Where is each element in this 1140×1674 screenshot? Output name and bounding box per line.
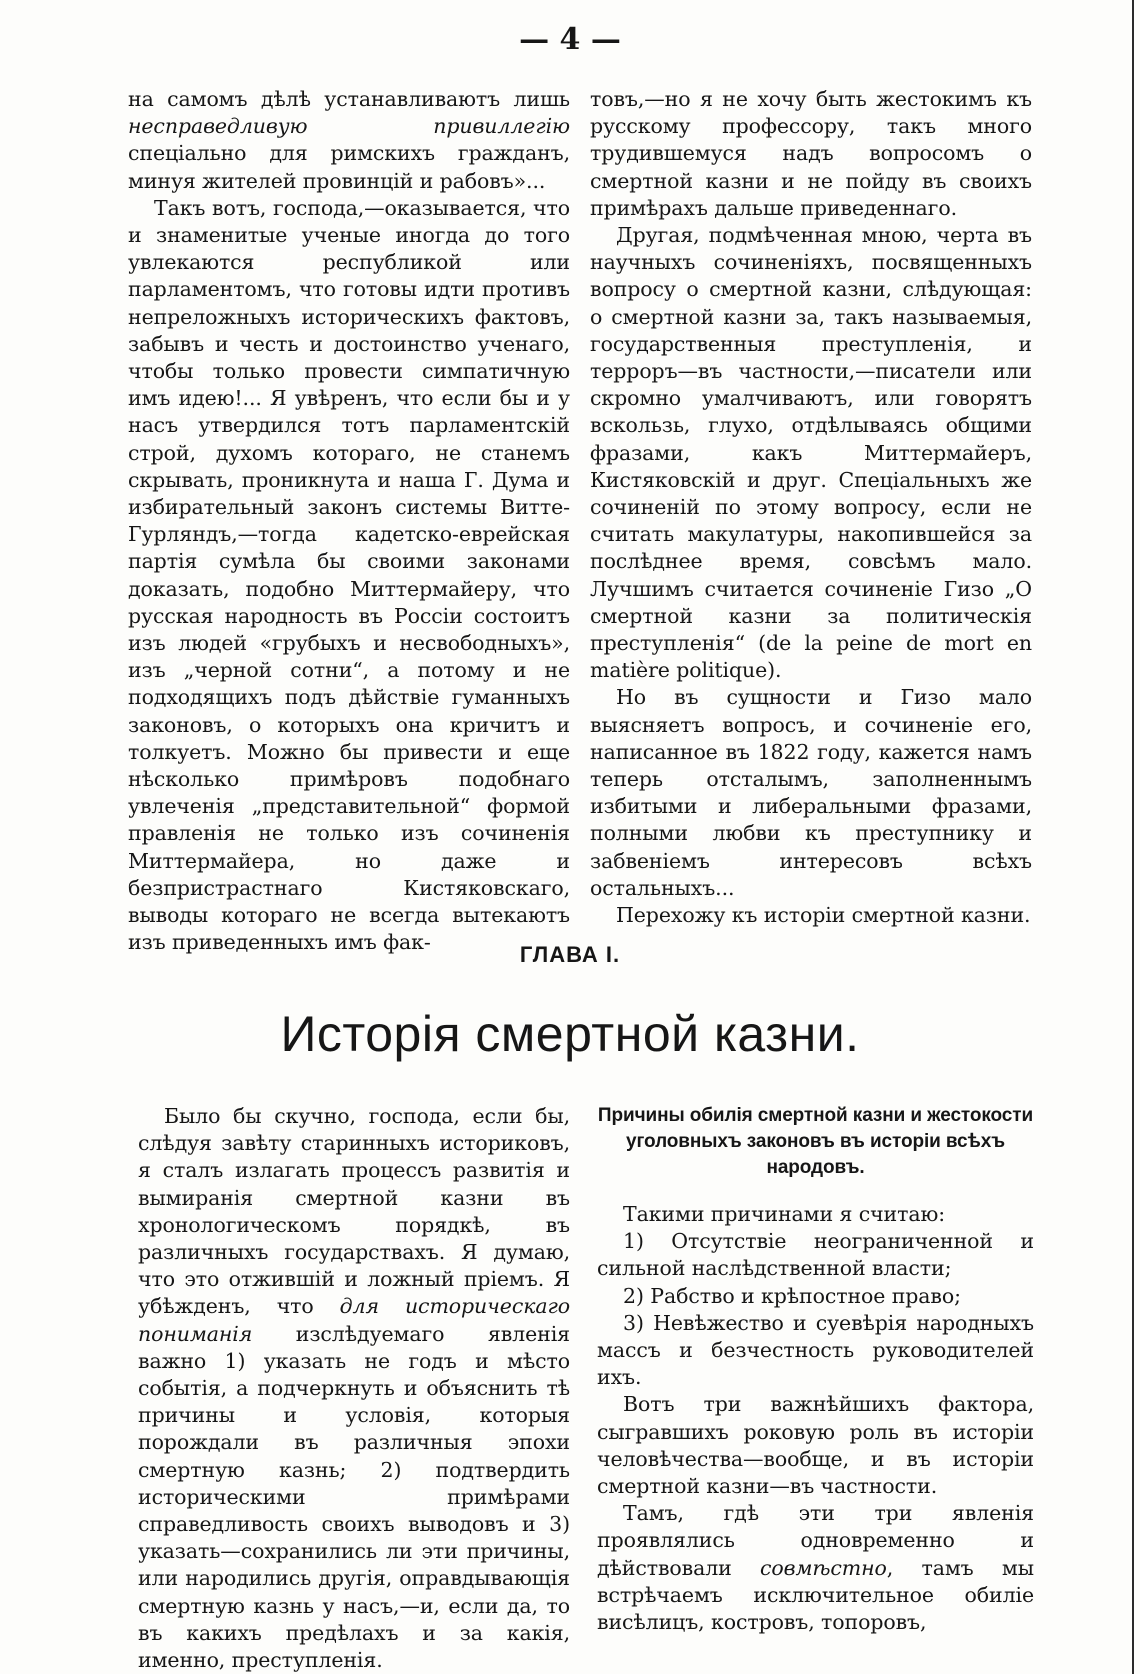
text-run: на самомъ дѣлѣ устанавливаютъ лишь [128,87,570,111]
text-run: Тамъ, гдѣ эти три явленія проявлялись одновременно и дѣйствовали [597,1501,1034,1580]
text-run: изслѣдуемаго явленія важно 1) указать не годъ и мѣсто событія, а подчеркнуть и объяснить тѣ причины и условія, которыя порождали въ различныя эпохи смертную казнь; 2) подтвердить историческими примѣрами справедливость своихъ выводовъ и 3) указать—сохранились ли эти причины, или народились другія, оправдывающія смертную казнь у насъ,—и, если да, то въ какихъ предѣлахъ и за какія, именно, преступленія. [138,1321,570,1673]
paragraph: Перехожу къ исторіи смертной казни. [616,903,1031,928]
section-subheading: Причины обилія смертной казни и жестокости уголовныхъ законовъ въ исторіи всѣхъ народовъ. [597,1105,1034,1178]
paragraph: Вотъ три важнѣйшихъ фактора, сыгравшихъ роковую роль въ исторіи человѣчества—вообще, и въ исторіи смертной казни—въ частности. [597,1392,1034,1499]
chapter-title: Исторія смертной казни. [280,1006,860,1062]
text-run: , тамъ мы встрѣчаемъ исключительное обиліе висѣлицъ, костровъ, топоровъ, [597,1555,1034,1635]
paragraph: Другая, подмѣченная мною, черта въ научныхъ сочиненіяхъ, посвященныхъ вопросу о смертной казни, слѣдующая: о смертной казни за, такъ называемыя, государственныя преступленія, и терроръ—въ частности,—писатели или скромно умалчиваютъ, или говорятъ вскользь, глухо, отдѣлываясь общими фразами, какъ Миттермайеръ, Кистяковскій и друг. Спеціальныхъ же сочиненій по этому вопросу, если не считать макулатуры, накопившейся за послѣднее время, совсѣмъ мало. Лучшимъ считается сочиненіе Гизо „О смертной казни за политическія преступленія“ (de la peine de mort en matière politique). [590,223,1032,683]
column-bottom-left [138,1103,570,1674]
column-top-right [590,86,1032,929]
text-run: спеціально для римскихъ гражданъ, минуя жителей провинцій и рабовъ»... [128,141,570,193]
list-item: 2) Рабство и крѣпостное право; [623,1283,961,1308]
list-item: 1) Отсутствіе неограниченной и сильной наслѣдственной власти; [597,1229,1034,1281]
paragraph [138,1103,570,1674]
page-number: — 4 — [519,22,621,57]
paragraph: Такими причинами я считаю: [623,1202,946,1226]
column-bottom-right [597,1103,1034,1636]
paragraph: товъ,—но я не хочу быть жестокимъ къ русскому профессору, такъ много трудившемуся надъ вопросомъ о смертной казни и не пойду въ своихъ примѣрахъ дальше приведеннаго. [590,87,1032,220]
paragraph [597,1500,1034,1636]
paragraph: Но въ сущности и Гизо мало выясняетъ вопросъ, и сочиненіе его, написанное въ 1822 году, кажется намъ теперь отсталымъ, заполненнымъ избитыми и либеральными фразами, полными любви къ преступнику и забвеніемъ интересовъ всѣхъ остальныхъ... [590,685,1032,900]
emphasis-text: несправедливую привиллегію [128,114,570,139]
chapter-label: ГЛАВА I. [519,942,621,967]
column-top-left [128,86,570,957]
emphasis-text: для историческаго пониманія [138,1294,570,1346]
paragraph: Такъ вотъ, господа,—оказывается, что и знаменитые ученые иногда до того увлекаются республикой или парламентомъ, что готовы идти противъ непреложныхъ историческихъ фактовъ, забывъ и честь и достоинство ученаго, чтобы только провести симпатичную имъ идею!... Я увѣренъ, что если бы и у насъ утвердился тотъ парламентскій строй, духомъ котораго, не станемъ скрывать, проникнута и наша Г. Дума и избирательный законъ системы Витте-Гурляндъ,—тогда кадетско-еврейская партія сумѣла бы своими законами доказать, подобно Миттермайеру, что русская народность въ Россіи состоитъ изъ людей «грубыхъ и несвободныхъ», изъ „черной сотни“, а потому и не подходящихъ подъ дѣйствіе гуманныхъ законовъ, о которыхъ она кричитъ и толкуетъ. Можно бы привести и еще нѣсколько примѣровъ подобнаго увлеченія „представительной“ формой правленія не только изъ сочиненія Миттермайера, но даже и безпристрастнаго Кистяковскаго, выводы котораго не всегда вытекаютъ изъ приведенныхъ имъ фак- [128,195,570,955]
paragraph [128,86,570,195]
list-item: 3) Невѣжество и суевѣрія народныхъ массъ и безчестность руководителей ихъ. [597,1310,1034,1390]
emphasis-text: совмѣстно [760,1555,887,1580]
text-run: Было бы скучно, господа, если бы, слѣдуя завѣту старинныхъ историковъ, я сталъ излагать процессъ развитія и вымиранія смертной казни въ хронологическомъ порядкѣ, въ различныхъ государствахъ. Я думаю, что это отжившій и ложный пріемъ. Я убѣжденъ, что [138,1104,570,1319]
page-edge-line [1132,0,1134,1674]
